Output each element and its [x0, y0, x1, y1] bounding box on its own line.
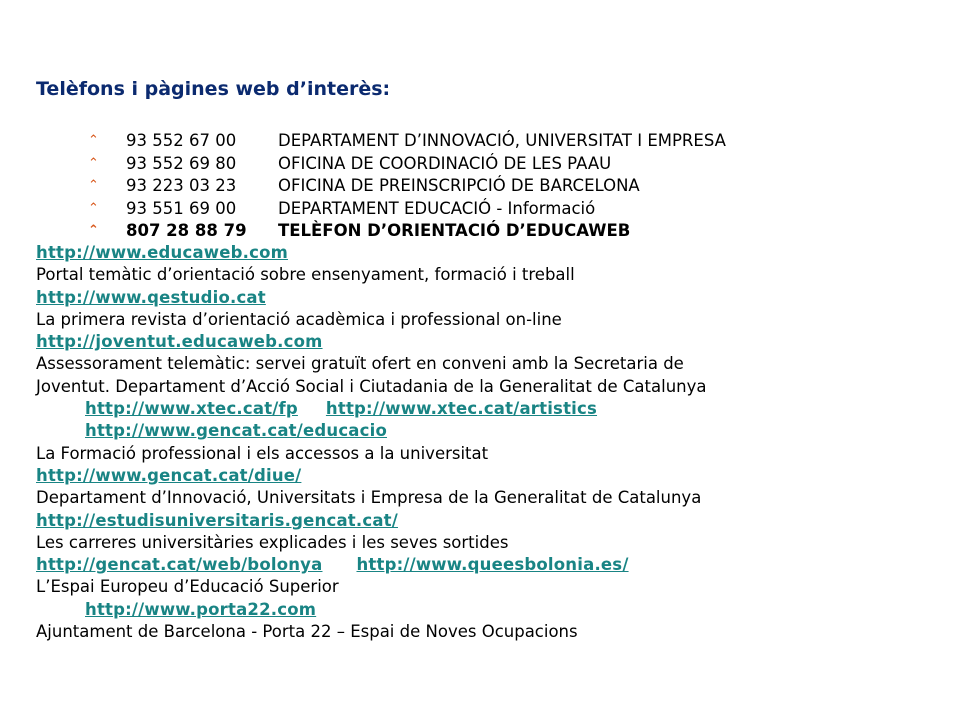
phone-number: 93 223 03 23 [126, 176, 237, 195]
phone-number: 93 552 69 80 [126, 153, 237, 173]
bolonya-description: L’Espai Europeu d’Educació Superior [36, 577, 339, 597]
qestudio-description: La primera revista d’orientació acadèmica i professional on-line [36, 309, 562, 329]
phone-description: DEPARTAMENT D’INNOVACIÓ, UNIVERSITAT I EMPRESA [278, 131, 726, 150]
educaweb-link[interactable]: http://www.educaweb.com [36, 243, 289, 262]
phone-description: TELÈFON D’ORIENTACIÓ D’EDUCAWEB [278, 221, 631, 240]
diue-description: Departament d’Innovació, Universitats i Empresa de la Generalitat de Catalunya [36, 488, 702, 508]
orange-caret-bullet-icon: ⌃ [88, 133, 99, 148]
phone-description: DEPARTAMENT EDUCACIÓ - Informació [278, 198, 596, 218]
orange-caret-bullet-icon: ⌃ [88, 223, 99, 238]
porta22-description: Ajuntament de Barcelona - Porta 22 – Espai de Noves Ocupacions [36, 622, 578, 642]
joventut-description-line-1: Assessorament telemàtic: servei gratuït ofert en conveni amb la Secretaria de [36, 354, 684, 374]
joventut-description-line-2: Joventut. Departament d’Acció Social i Ciutadania de la Generalitat de Catalunya [36, 376, 707, 396]
gencat-educacio-link[interactable]: http://www.gencat.cat/educacio [85, 421, 388, 441]
educaweb-description: Portal temàtic d’orientació sobre ensenyament, formació i treball [36, 265, 575, 285]
gencat-diue-link[interactable]: http://www.gencat.cat/diue/ [36, 465, 302, 485]
phone-number: 93 551 69 00 [126, 198, 237, 218]
xtec-fp-link[interactable]: http://www.xtec.cat/fp [85, 399, 298, 419]
queesbolonia-link[interactable]: http://www.queesbolonia.es/ [356, 555, 629, 575]
porta22-link[interactable]: http://www.porta22.com [85, 599, 317, 619]
qestudio-link[interactable]: http://www.qestudio.cat [36, 287, 266, 307]
estudis-description: Les carreres universitàries explicades i les seves sortides [36, 532, 509, 552]
phone-number: 93 552 67 00 [126, 131, 237, 150]
estudis-universitaris-link[interactable]: http://estudisuniversitaris.gencat.cat/ [36, 510, 398, 530]
phone-description: OFICINA DE COORDINACIÓ DE LES PAAU [278, 153, 612, 173]
resources-list [36, 242, 960, 643]
page-heading: Telèfons i pàgines web d’interès: [36, 78, 391, 100]
orange-caret-bullet-icon: ⌃ [88, 155, 99, 171]
phone-number: 807 28 88 79 [126, 221, 247, 240]
gencat-bolonya-link[interactable]: http://gencat.cat/web/bolonya [36, 555, 323, 575]
xtec-artistics-link[interactable]: http://www.xtec.cat/artistics [325, 399, 598, 419]
phone-description: OFICINA DE PREINSCRIPCIÓ DE BARCELONA [278, 176, 640, 195]
orange-caret-bullet-icon: ⌃ [88, 200, 99, 216]
joventut-link[interactable]: http://joventut.educaweb.com [36, 332, 323, 352]
orange-caret-bullet-icon: ⌃ [88, 178, 99, 193]
formacio-description: La Formació professional i els accessos a la universitat [36, 443, 489, 463]
